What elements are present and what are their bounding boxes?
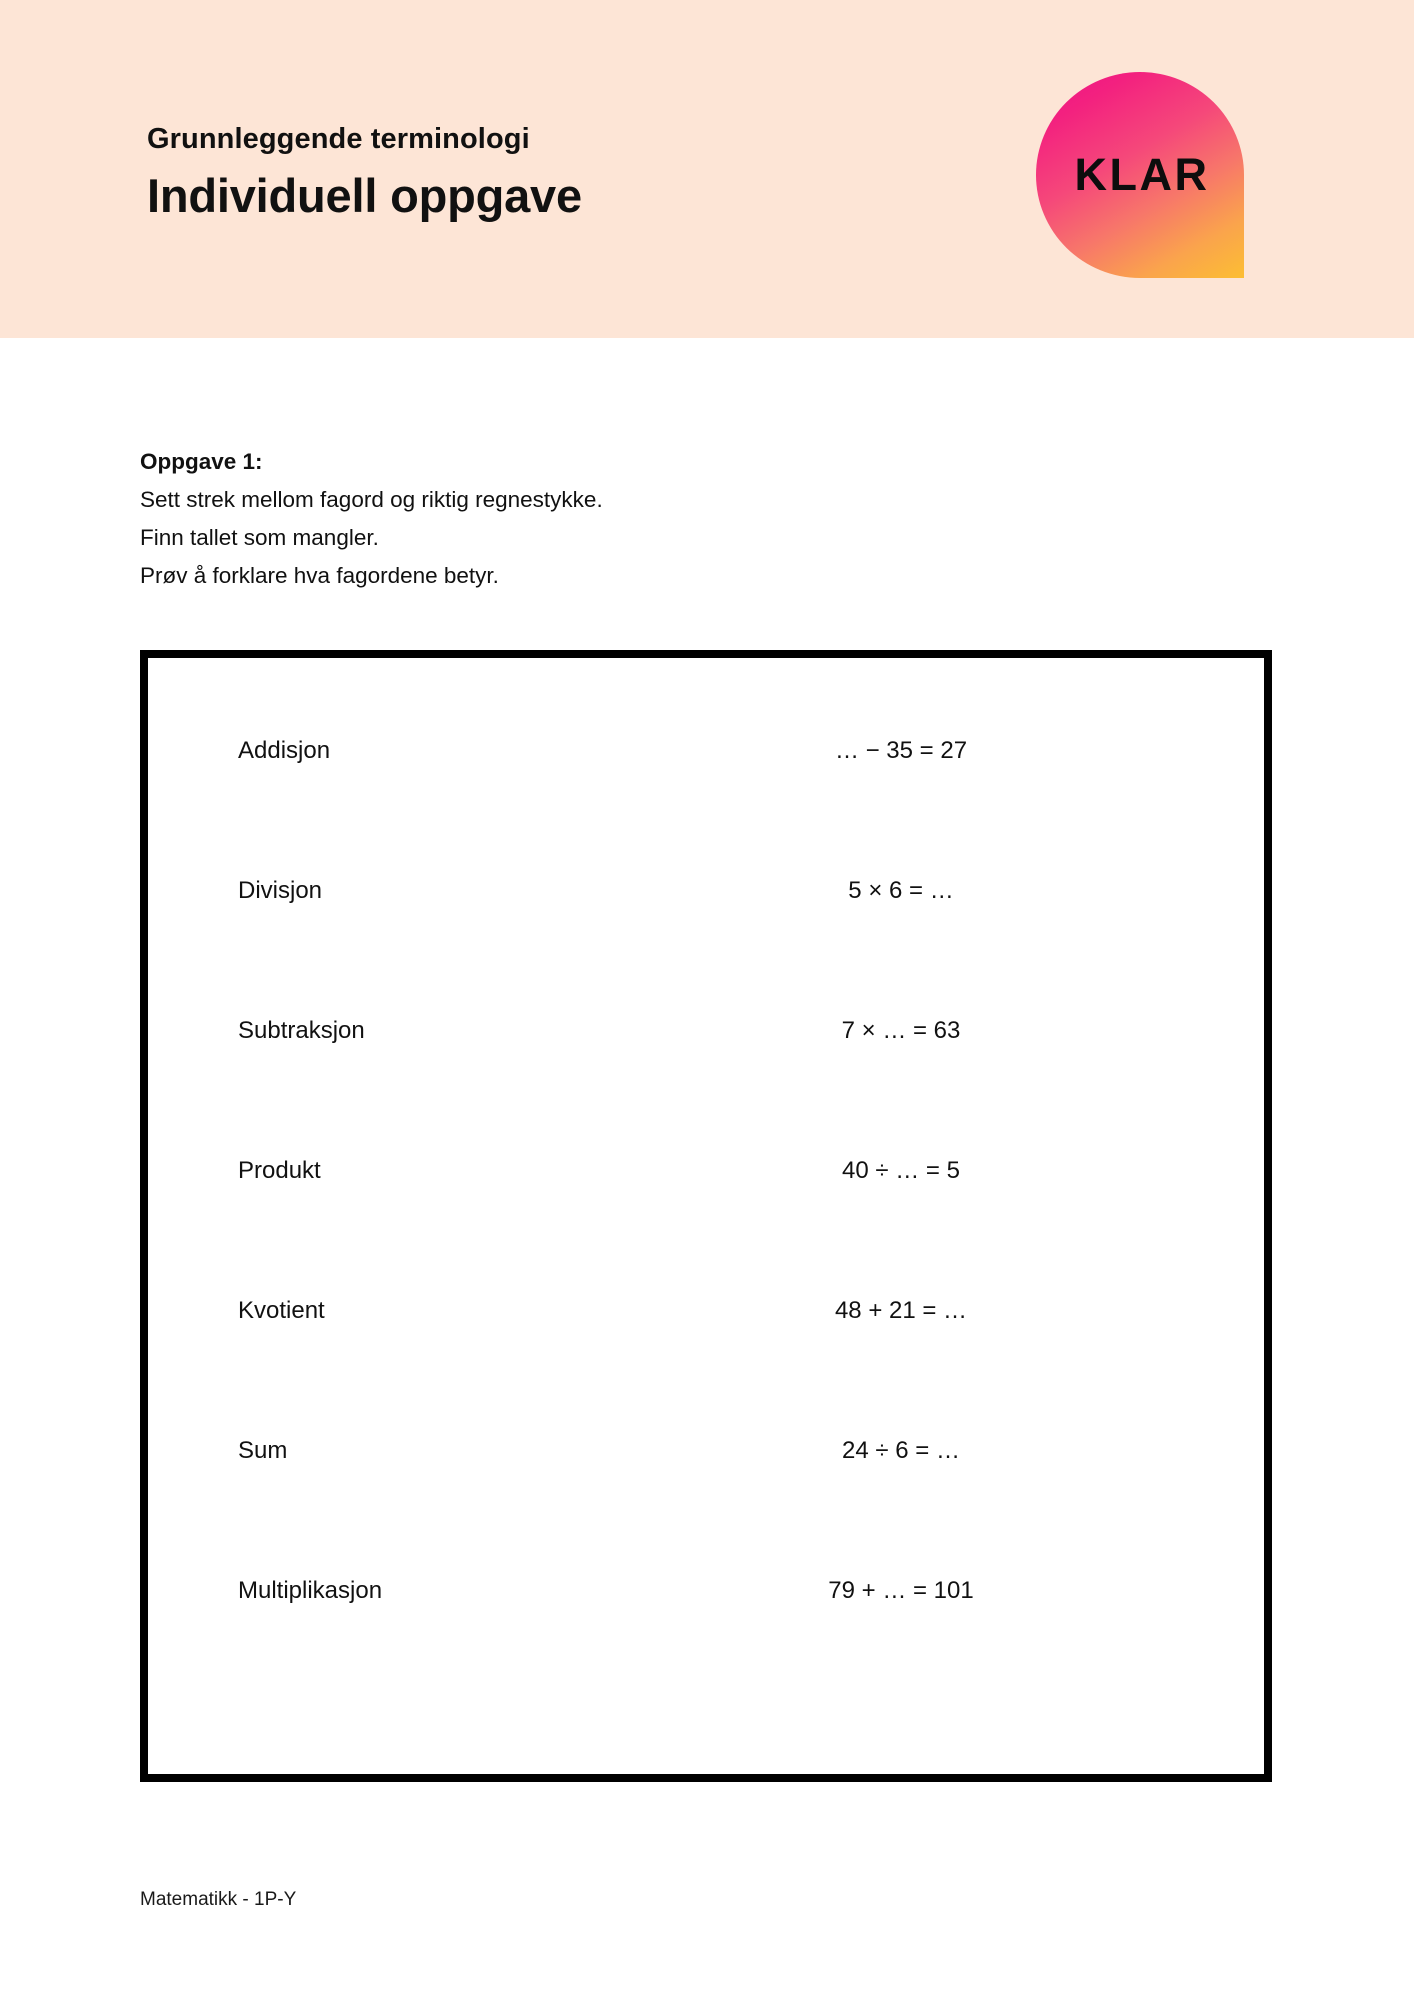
term-label[interactable]: Produkt <box>238 1157 321 1184</box>
equation-label[interactable]: 5 × 6 = … <box>848 877 954 904</box>
klar-logo-text: KLAR <box>1074 149 1210 200</box>
instruction-line-2: Finn tallet som mangler. <box>140 525 379 550</box>
instruction-line-3: Prøv å forklare hva fagordene betyr. <box>140 563 499 588</box>
equation-label[interactable]: 48 + 21 = … <box>834 1297 968 1324</box>
term-label[interactable]: Subtraksjon <box>238 1017 365 1044</box>
matching-task-box <box>140 650 1272 1782</box>
instructions-block <box>140 443 1040 595</box>
matching-rows <box>148 736 1264 1716</box>
table-row <box>148 1016 1264 1156</box>
equation-label[interactable]: 7 × … = 63 <box>841 1017 961 1044</box>
footer-subject-label: Matematikk - 1P-Y <box>140 1889 297 1910</box>
table-row <box>148 876 1264 1016</box>
table-row <box>148 736 1264 876</box>
table-row <box>148 1156 1264 1296</box>
equation-label[interactable]: … − 35 = 27 <box>834 737 968 764</box>
table-row <box>148 1436 1264 1576</box>
term-label[interactable]: Addisjon <box>238 737 331 764</box>
term-label[interactable]: Divisjon <box>238 877 323 904</box>
term-label[interactable]: Multiplikasjon <box>238 1577 383 1604</box>
instruction-heading: Oppgave 1: <box>140 449 263 474</box>
page-title: Individuell oppgave <box>147 168 582 222</box>
equation-label[interactable]: 40 ÷ … = 5 <box>842 1157 960 1184</box>
header-band <box>0 0 1414 338</box>
equation-label[interactable]: 24 ÷ 6 = … <box>842 1437 960 1464</box>
equation-label[interactable]: 79 + … = 101 <box>828 1577 974 1604</box>
header-text-block <box>147 124 582 222</box>
term-label[interactable]: Kvotient <box>238 1297 325 1324</box>
klar-logo <box>1036 72 1244 278</box>
table-row <box>148 1576 1264 1716</box>
table-row <box>148 1296 1264 1436</box>
eyebrow-label: Grunnleggende terminologi <box>147 123 530 155</box>
term-label[interactable]: Sum <box>238 1437 288 1464</box>
instruction-line-1: Sett strek mellom fagord og riktig regnestykke. <box>140 487 603 512</box>
